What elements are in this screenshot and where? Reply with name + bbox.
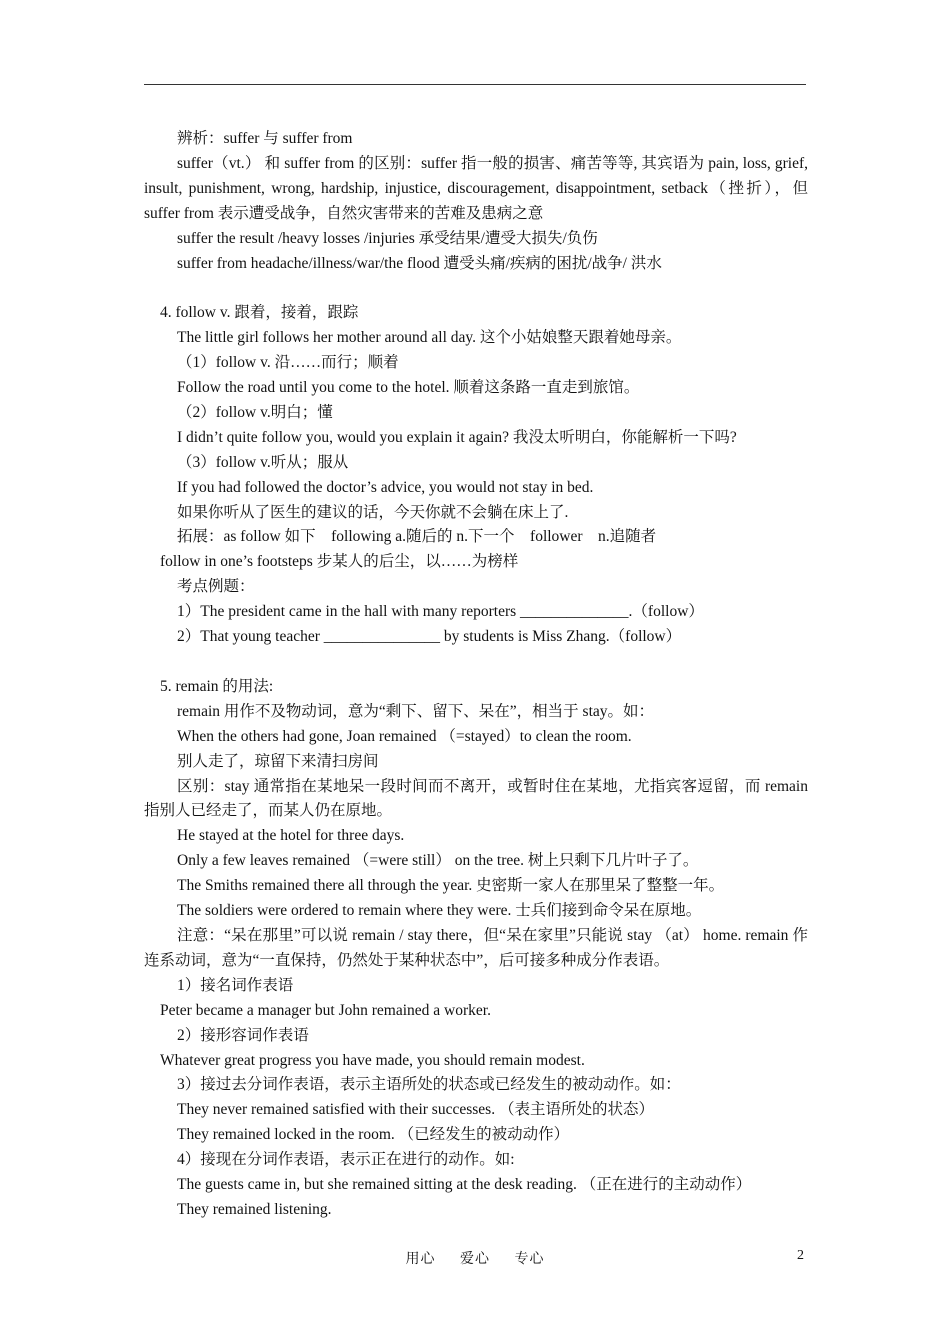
footer-word: 专心 xyxy=(514,1252,545,1267)
text-line: They remained locked in the room. （已经发生的被动动作） xyxy=(177,1126,570,1144)
text-line: 4）接现在分词作表语，表示正在进行的动作。如: xyxy=(177,1151,515,1169)
text-line: remain 用作不及物动词，意为“剩下、留下、呆在”，相当于 stay。如： xyxy=(177,702,655,720)
text-line: suffer the result /heavy losses /injuries 承受结果/遭受大损失/负伤 xyxy=(177,229,598,247)
exercise-line: 2）That young teacher _______________ by students is Miss Zhang.（follow） xyxy=(177,628,682,646)
page-number: 2 xyxy=(797,1248,804,1263)
text-line: （1）follow v. 沿……而行；顺着 xyxy=(177,354,399,372)
text-line: The guests came in, but she remained sitting at the desk reading. （正在进行的主动动作） xyxy=(177,1176,752,1194)
footer-motto xyxy=(0,1248,950,1268)
section-heading: 5. remain 的用法: xyxy=(160,677,274,695)
text-line: The Smiths remained there all through the year. 史密斯一家人在那里呆了整整一年。 xyxy=(177,877,725,895)
text-line: The soldiers were ordered to remain where they were. 士兵们接到命令呆在原地。 xyxy=(177,902,702,920)
text-line: 别人走了，琼留下来清扫房间 xyxy=(177,752,379,770)
text-line: Peter became a manager but John remained a worker. xyxy=(160,1001,491,1019)
text-line: Whatever great progress you have made, you should remain modest. xyxy=(160,1051,585,1069)
spacer xyxy=(144,276,808,301)
text-line: 2）接形容词作表语 xyxy=(177,1026,309,1044)
text-line: 拓展：as follow 如下 following a.随后的 n.下一个 follower n.追随者 xyxy=(177,528,657,546)
text-line: They remained listening. xyxy=(177,1200,332,1218)
text-line: Only a few leaves remained （=were still） on the tree. 树上只剩下几片叶子了。 xyxy=(177,852,699,870)
text-line: If you had followed the doctor’s advice, you would not stay in bed. xyxy=(177,478,594,496)
exercise-line: 1）The president came in the hall with many reporters ______________.（follow） xyxy=(177,603,704,621)
spacer xyxy=(144,650,808,675)
text-line: （3）follow v.听从；服从 xyxy=(177,453,349,471)
text-line: 如果你听从了医生的建议的话，今天你就不会躺在床上了. xyxy=(177,503,569,521)
text-line: follow in one’s footsteps 步某人的后尘，以……为榜样 xyxy=(160,553,519,571)
header-rule xyxy=(144,84,806,85)
document-body xyxy=(144,127,808,1223)
text-line: （2）follow v.明白；懂 xyxy=(177,403,333,421)
text-line: 3）接过去分词作表语，表示主语所处的状态或已经发生的被动动作。如： xyxy=(177,1076,681,1094)
text-paragraph: 区别：stay 通常指在某地呆一段时间而不离开，或暂时住在某地，尤指宾客逗留，而 remain 指别人已经走了，而某人仍在原地。 xyxy=(144,777,808,820)
text-line: He stayed at the hotel for three days. xyxy=(177,827,405,845)
text-line: suffer from headache/illness/war/the flood 遭受头痛/疾病的困扰/战争/ 洪水 xyxy=(177,254,662,272)
text-line: The little girl follows her mother around all day. 这个小姑娘整天跟着她母亲。 xyxy=(177,329,682,347)
footer-word: 用心 xyxy=(405,1252,436,1267)
text-line: When the others had gone, Joan remained （=stayed）to clean the room. xyxy=(177,727,632,745)
footer-word: 爱心 xyxy=(460,1252,490,1267)
text-line: They never remained satisfied with their successes. （表主语所处的状态） xyxy=(177,1101,654,1119)
section-heading: 4. follow v. 跟着，接着，跟踪 xyxy=(160,304,359,322)
text-paragraph: suffer（vt.） 和 suffer from 的区别：suffer 指一般的损害、痛苦等等, 其宾语为 pain, loss, grief, insult, punishment, wrong, hardship, injustice, discouragement, disappointment, setback（挫折），但 suffer from 表示遭受战争，自然灾害带来的苦难及患病之意 xyxy=(144,154,808,222)
text-line: 辨析：suffer 与 suffer from xyxy=(177,130,353,147)
text-line: 考点例题： xyxy=(177,578,255,596)
text-paragraph: 注意：“呆在那里”可以说 remain / stay there，但“呆在家里”只能说 stay （at） home. remain 作连系动词，意为“一直保持，仍然处于某种状态中”，后可接多种成分作表语。 xyxy=(144,926,808,969)
text-line: Follow the road until you come to the hotel. 顺着这条路一直走到旅馆。 xyxy=(177,379,640,397)
text-line: 1）接名词作表语 xyxy=(177,976,294,994)
text-line: I didn’t quite follow you, would you explain it again? 我没太听明白，你能解析一下吗? xyxy=(177,428,737,446)
